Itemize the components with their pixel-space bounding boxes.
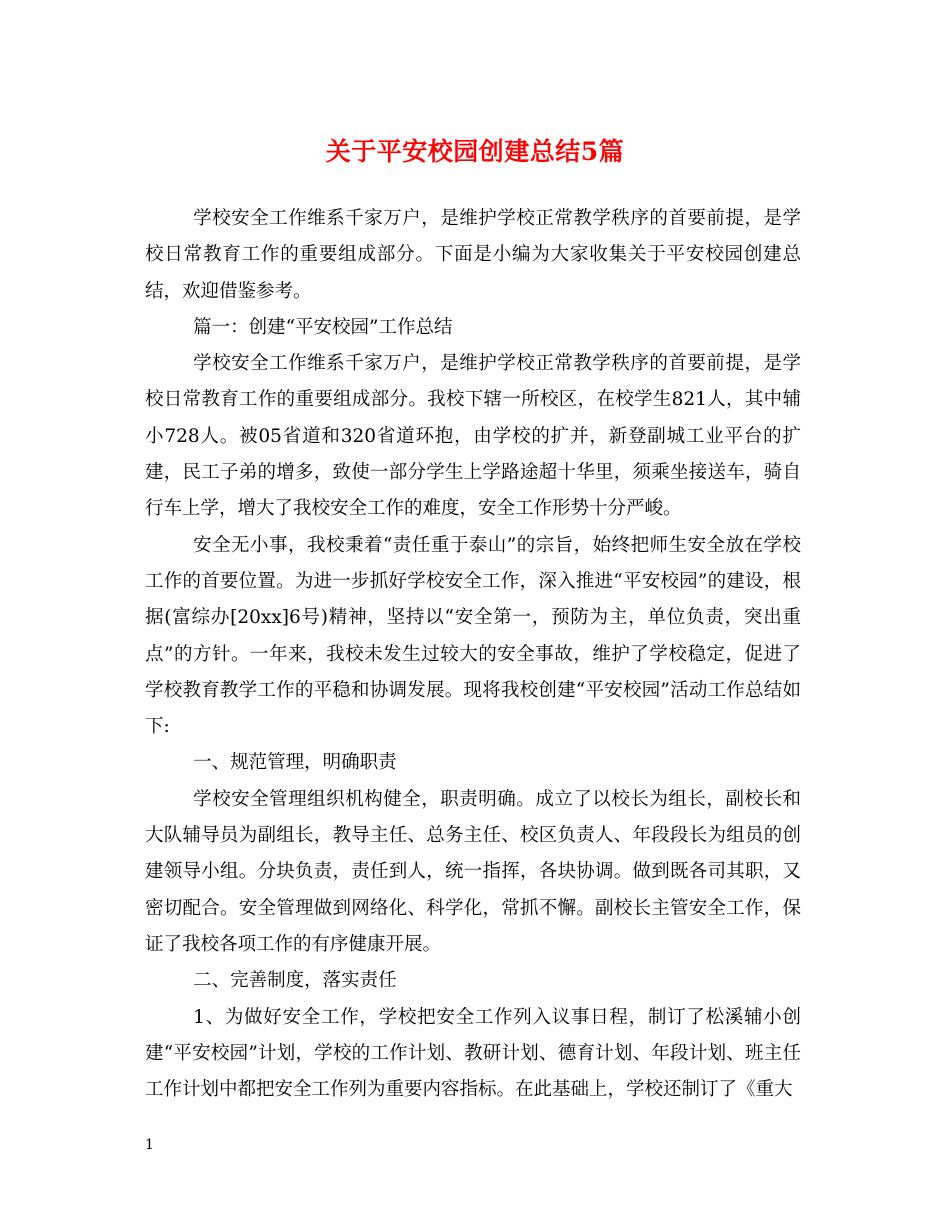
paragraph-safety-principle: 安全无小事，我校秉着“责任重于泰山”的宗旨，始终把师生安全放在学校工作的首要位置。为进一步抓好学校安全工作，深入推进“平安校园”的建设，根据(富综办[20xx]6号)精神，坚持以“安全第一，预防为主，单位负责，突出重点”的方针。一年来，我校未发生过较大的安全事故，维护了学校稳定，促进了学校教育教学工作的平稳和协调发展。现将我校创建“平安校园”活动工作总结如下: (145, 534, 801, 738)
section-heading-part-one: 篇一：创建“平安校园”工作总结 (193, 316, 453, 338)
document-body (145, 201, 801, 1108)
paragraph-responsibility: 1、为做好安全工作，学校把安全工作列入议事日程，制订了松溪辅小创建“平安校园”计划，学校的工作计划、教研计划、德育计划、年段计划、班主任工作计划中都把安全工作列为重要内容指标。在此基础上，学校还制订了《重大 (145, 1006, 801, 1101)
paragraph-school-overview: 学校安全工作维系千家万户，是维护学校正常教学秩序的首要前提，是学校日常教育工作的重要组成部分。我校下辖一所校区，在校学生821人，其中辅小728人。被05省道和320省道环抱，由学校的扩并，新登副城工业平台的扩建，民工子弟的增多，致使一部分学生上学路途超十华里，须乘坐接送车，骑自行车上学，增大了我校安全工作的难度，安全工作形势十分严峻。 (145, 353, 801, 520)
paragraph-management: 学校安全管理组织机构健全，职责明确。成立了以校长为组长，副校长和大队辅导员为副组长，教导主任、总务主任、校区负责人、年段段长为组员的创建领导小组。分块负责，责任到人，统一指挥，各块协调。做到既各司其职，又密切配合。安全管理做到网络化、科学化，常抓不懈。副校长主管安全工作，保证了我校各项工作的有序健康开展。 (145, 788, 801, 955)
page-number: 1 (145, 1137, 154, 1153)
section-heading-responsibility: 二、完善制度，落实责任 (193, 970, 397, 992)
section-heading-management: 一、规范管理，明确职责 (193, 752, 397, 774)
paragraph-intro: 学校安全工作维系千家万户，是维护学校正常教学秩序的首要前提，是学校日常教育工作的重要组成部分。下面是小编为大家收集关于平安校园创建总结，欢迎借鉴参考。 (145, 208, 801, 302)
document-title: 关于平安校园创建总结5篇 (325, 137, 625, 166)
